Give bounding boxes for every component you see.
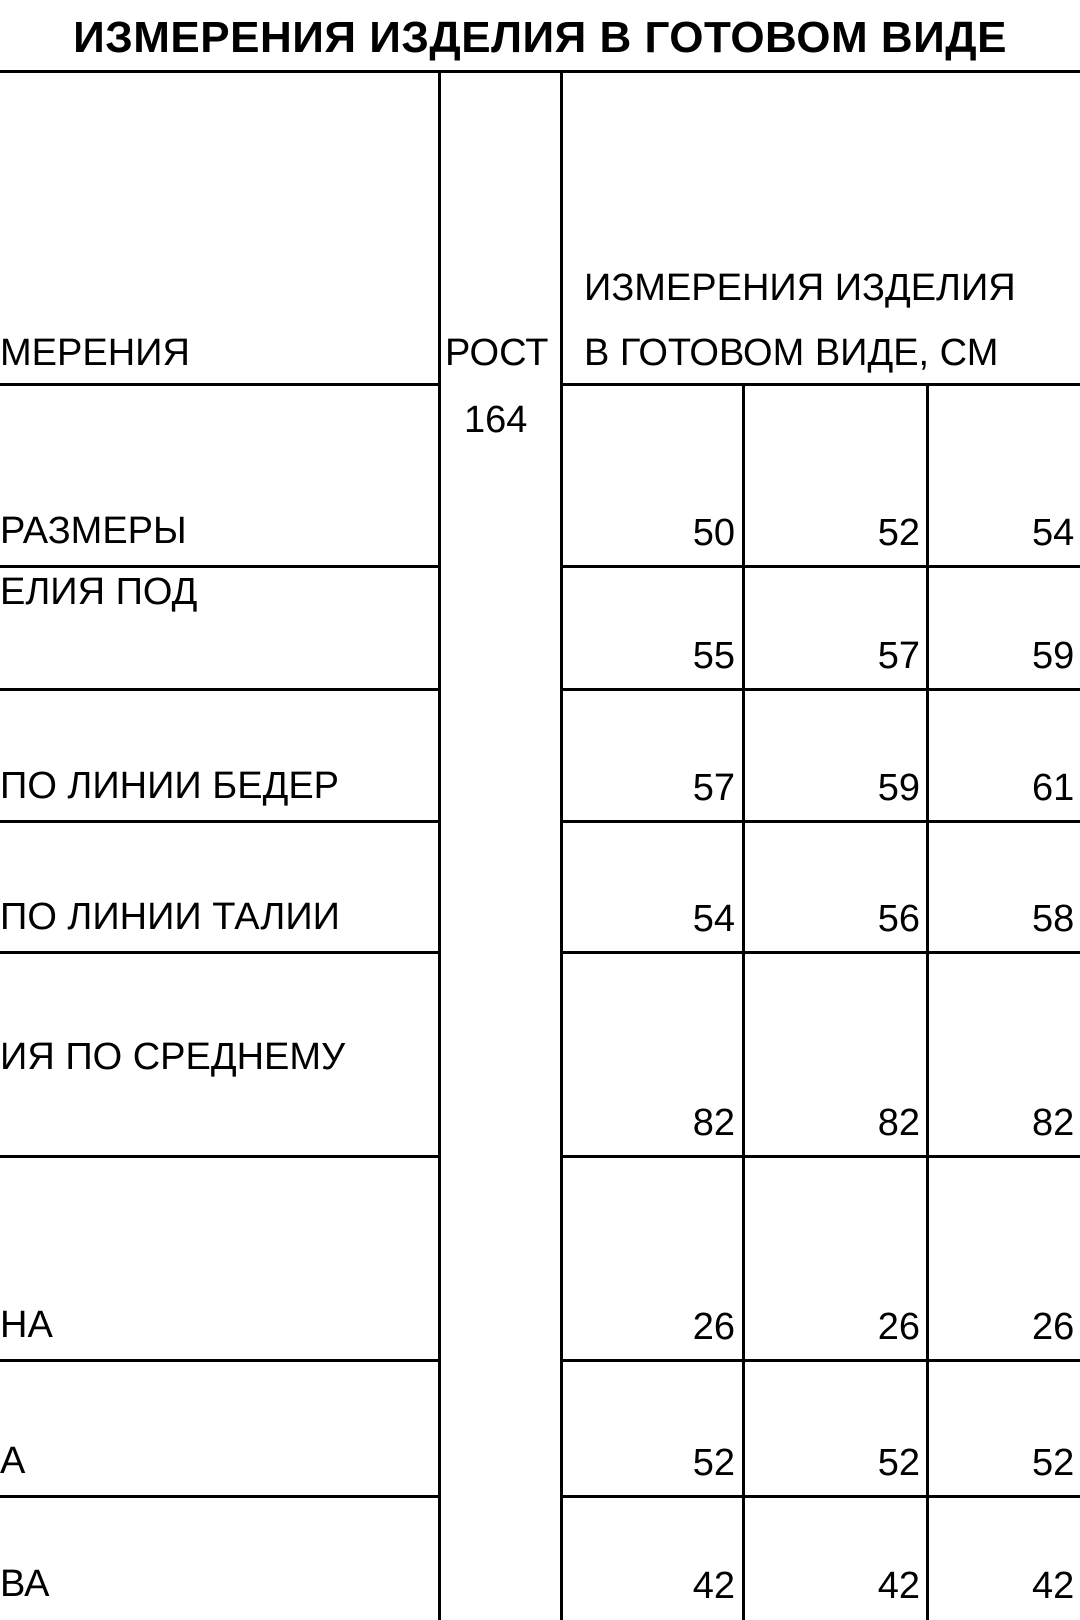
row-label: А: [0, 1440, 26, 1482]
row-label: ИЯ ПО СРЕДНЕМУ: [0, 1036, 346, 1078]
row-border: [560, 951, 1080, 954]
row-label: ЕЛИЯ ПОД: [0, 571, 198, 613]
row-value: 59: [877, 767, 920, 809]
row-border: [0, 1155, 438, 1158]
row-value: 42: [877, 1565, 920, 1607]
row-border: [0, 820, 438, 823]
row-value: 50: [692, 512, 735, 554]
row-value: 54: [1032, 512, 1075, 554]
row-value: 26: [1032, 1306, 1075, 1348]
row-value: 55: [692, 635, 735, 677]
header-bottom-border: [0, 383, 438, 386]
row-label: НА: [0, 1304, 53, 1346]
row-value: 61: [1032, 767, 1075, 809]
row-border: [560, 820, 1080, 823]
divider-label-height: [438, 72, 441, 1620]
row-value: 52: [877, 1442, 920, 1484]
row-value: 52: [1032, 1442, 1075, 1484]
row-label: РАЗМЕРЫ: [0, 510, 187, 552]
row-value: 82: [877, 1102, 920, 1144]
table-top-border: [0, 70, 1080, 73]
page-title: ИЗМЕРЕНИЯ ИЗДЕЛИЯ В ГОТОВОМ ВИДЕ: [73, 13, 1007, 62]
header-bottom-border-values: [560, 383, 1080, 386]
row-value: 82: [692, 1102, 735, 1144]
measure-header-label: МЕРЕНИЯ: [0, 332, 190, 374]
divider-height-values: [560, 72, 563, 1620]
row-border: [0, 688, 438, 691]
height-header-label: РОСТ: [445, 332, 549, 374]
row-value: 57: [877, 635, 920, 677]
row-value: 82: [1032, 1102, 1075, 1144]
dims-header-line2: В ГОТОВОМ ВИДЕ, СМ: [584, 332, 999, 374]
row-value: 26: [692, 1306, 735, 1348]
height-value: 164: [464, 399, 528, 441]
row-border: [560, 688, 1080, 691]
divider-col-2: [926, 385, 929, 1620]
row-label: ВА: [0, 1563, 50, 1605]
row-border: [560, 1359, 1080, 1362]
row-border: [0, 1359, 438, 1362]
row-value: 26: [877, 1306, 920, 1348]
dims-header-line1: ИЗМЕРЕНИЯ ИЗДЕЛИЯ: [584, 267, 1016, 309]
row-value: 54: [692, 898, 735, 940]
row-label: ПО ЛИНИИ БЕДЕР: [0, 765, 340, 807]
row-border: [560, 1495, 1080, 1498]
row-value: 57: [692, 767, 735, 809]
row-value: 52: [877, 512, 920, 554]
row-value: 52: [692, 1442, 735, 1484]
row-label: ПО ЛИНИИ ТАЛИИ: [0, 896, 340, 938]
row-value: 58: [1032, 898, 1075, 940]
row-border: [560, 565, 1080, 568]
divider-col-1: [742, 385, 745, 1620]
row-border: [0, 1495, 438, 1498]
row-border: [560, 1155, 1080, 1158]
row-value: 42: [692, 1565, 735, 1607]
row-value: 56: [877, 898, 920, 940]
row-value: 59: [1032, 635, 1075, 677]
row-value: 42: [1032, 1565, 1075, 1607]
row-border: [0, 951, 438, 954]
row-border: [0, 565, 438, 568]
